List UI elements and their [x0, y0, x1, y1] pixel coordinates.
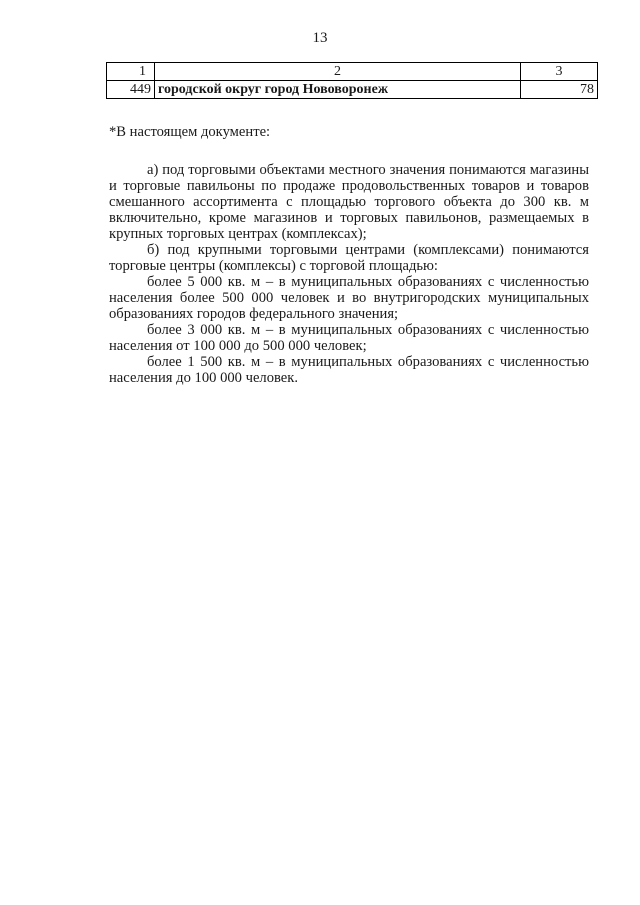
page-number: 13 [312, 30, 328, 46]
definition-paragraph: б) под крупными торговыми центрами (комплексами) понимаются торговые центры (комплексы) с торговой площадью: [109, 242, 589, 274]
column-number-1: 1 [107, 63, 155, 81]
table-row [107, 81, 598, 99]
definition-paragraph: более 5 000 кв. м – в муниципальных образованиях с численностью населения более 500 000 человек и во внутригородских муниципальных образованиях городов федерального значения; [109, 274, 589, 322]
footnote-heading: *В настоящем документе: [109, 124, 271, 140]
definition-paragraph: а) под торговыми объектами местного значения понимаются магазины и торговые павильоны по продаже продовольственных товаров и товаров смешанного ассортимента с площадью торгового объекта до 300 кв. м включительно, кроме магазинов и торговых павильонов, размещаемых в крупных торговых центрах (комплексах); [109, 162, 589, 242]
row-number: 449 [107, 81, 155, 99]
table-header-row [107, 63, 598, 81]
row-value: 78 [521, 81, 598, 99]
column-number-3: 3 [521, 63, 598, 81]
definition-paragraph: более 3 000 кв. м – в муниципальных образованиях с численностью населения от 100 000 до 500 000 человек; [109, 322, 589, 354]
allocation-table [106, 62, 598, 99]
definition-paragraph: более 1 500 кв. м – в муниципальных образованиях с численностью населения до 100 000 человек. [109, 354, 589, 386]
column-number-2: 2 [155, 63, 521, 81]
definitions-text [109, 162, 589, 386]
municipality-name: городской округ город Нововоронеж [155, 81, 521, 99]
